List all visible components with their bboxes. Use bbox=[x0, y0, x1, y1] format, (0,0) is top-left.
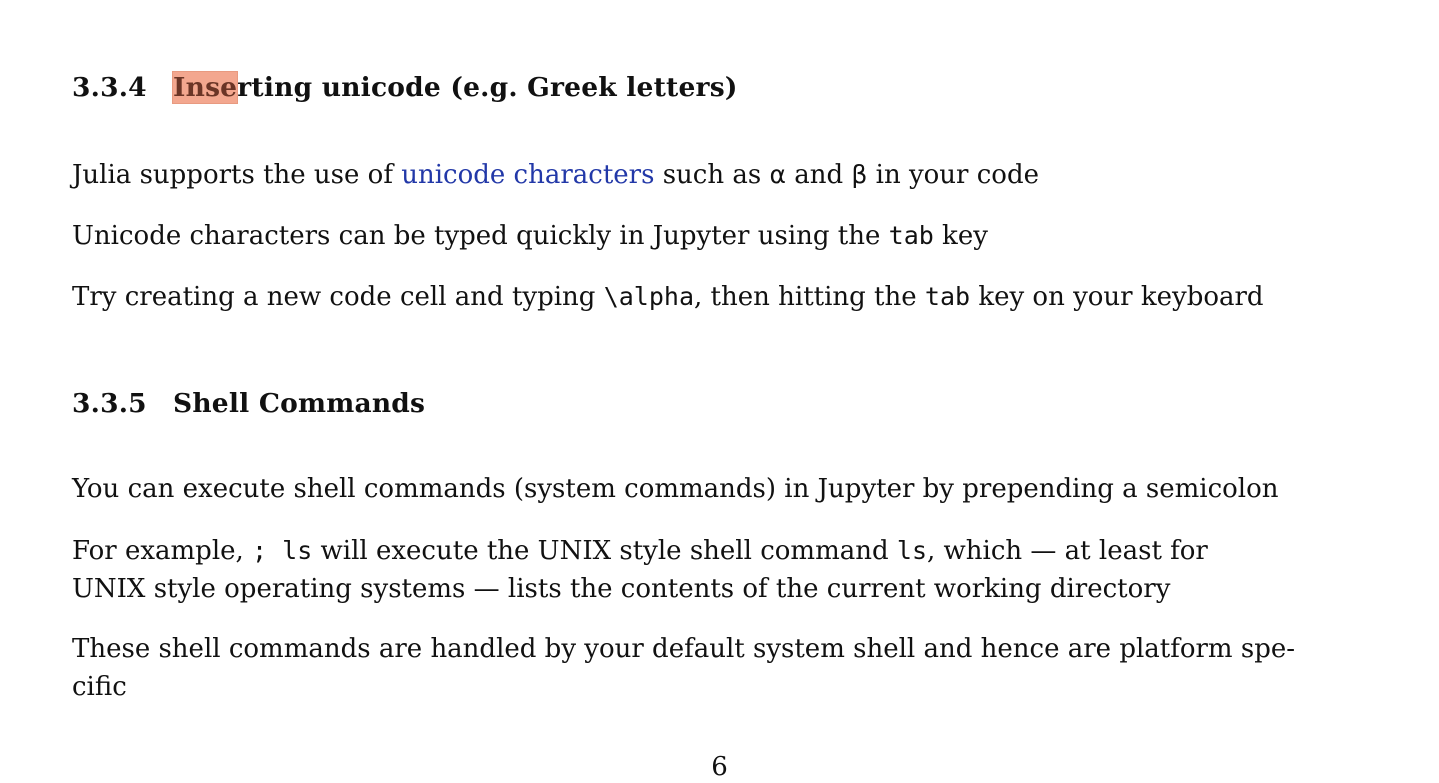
paragraph-try-alpha bbox=[72, 278, 1264, 317]
text: key on your keyboard bbox=[970, 282, 1264, 312]
text: key bbox=[933, 221, 988, 251]
text: , then hitting the bbox=[694, 282, 925, 312]
paragraph-ls-example bbox=[72, 532, 1208, 608]
paragraph-platform-specific bbox=[72, 631, 1295, 706]
paragraph-unicode-typing bbox=[72, 217, 988, 256]
text: , which — at least for bbox=[927, 536, 1208, 566]
text: and bbox=[785, 160, 852, 190]
code-semicolon-ls: ; ls bbox=[252, 536, 313, 565]
section-title: rting unicode (e.g. Greek letters) bbox=[237, 72, 738, 103]
text: will execute the UNIX style shell command bbox=[312, 536, 897, 566]
code-alpha: \alpha bbox=[603, 282, 695, 311]
paragraph-unicode-support bbox=[72, 156, 1039, 195]
code-tab: tab bbox=[924, 282, 971, 311]
text: cific bbox=[72, 671, 127, 702]
text: Try creating a new code cell and typing bbox=[72, 282, 604, 312]
page-number: 6 bbox=[711, 752, 728, 782]
text: Julia supports the use of bbox=[72, 160, 402, 190]
section-heading-3-3-5 bbox=[72, 388, 425, 419]
alpha-symbol: α bbox=[769, 160, 786, 189]
beta-symbol: β bbox=[851, 160, 868, 189]
section-number: 3.3.5 bbox=[72, 388, 147, 419]
code-tab: tab bbox=[888, 221, 934, 250]
text: UNIX style operating systems — lists the contents of the current working directory bbox=[72, 573, 1171, 604]
text: For example, bbox=[72, 536, 253, 566]
section-heading-3-3-4 bbox=[72, 72, 738, 103]
text: such as bbox=[654, 160, 770, 190]
text: in your code bbox=[867, 160, 1039, 190]
section-title: Shell Commands bbox=[173, 388, 426, 419]
highlighted-text[interactable]: Inse bbox=[173, 72, 238, 103]
code-ls: ls bbox=[896, 536, 927, 565]
text: These shell commands are handled by your default system shell and hence are platform spe- bbox=[72, 634, 1296, 664]
text: Unicode characters can be typed quickly in Jupyter using the bbox=[72, 221, 889, 251]
section-number: 3.3.4 bbox=[72, 72, 147, 103]
unicode-characters-link[interactable]: unicode characters bbox=[401, 160, 655, 190]
paragraph-shell-commands: You can execute shell commands (system commands) in Jupyter by prepending a semicolon bbox=[72, 474, 1279, 504]
